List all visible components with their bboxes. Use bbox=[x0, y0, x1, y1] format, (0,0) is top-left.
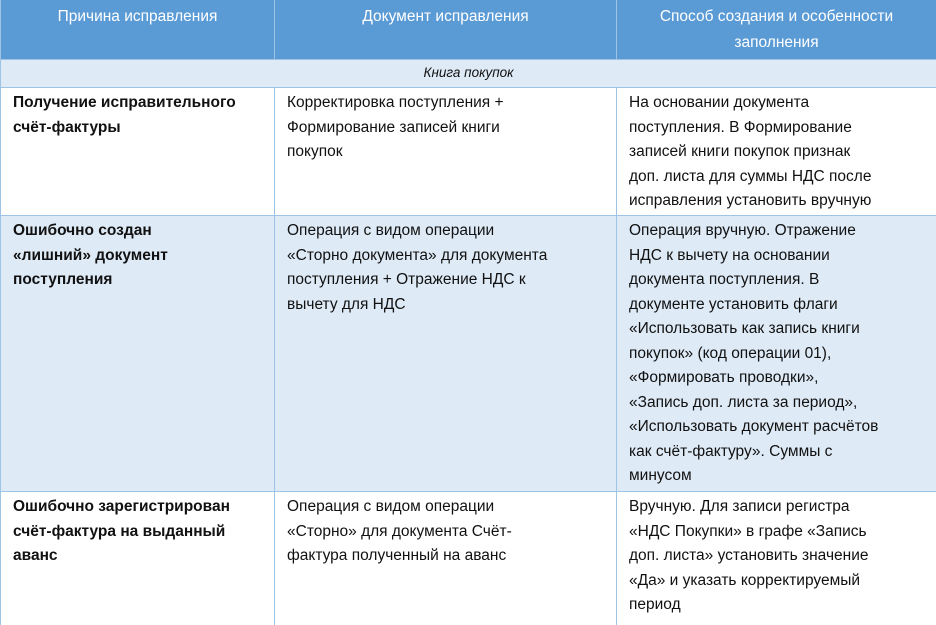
text-line: период bbox=[629, 593, 926, 618]
method-cell bbox=[617, 216, 936, 492]
text-line: поступления bbox=[13, 268, 264, 293]
text-line: «Запись доп. листа за период», bbox=[629, 391, 926, 416]
document-cell bbox=[275, 88, 617, 216]
text-line: Ошибочно зарегистрирован bbox=[13, 495, 264, 520]
text-line: «НДС Покупки» в графе «Запись bbox=[629, 520, 926, 545]
text-line: доп. листа» установить значение bbox=[629, 544, 926, 569]
text-line: записей книги покупок признак bbox=[629, 140, 926, 165]
table-row bbox=[1, 88, 936, 216]
text-line: «Сторно» для документа Счёт- bbox=[287, 520, 606, 545]
table-row bbox=[1, 492, 936, 625]
text-line: НДС к вычету на основании bbox=[629, 244, 926, 269]
text-line: поступления. В Формирование bbox=[629, 116, 926, 141]
header-reason: Причина исправления bbox=[1, 0, 275, 60]
text-line: «Сторно документа» для документа bbox=[287, 244, 606, 269]
header-method: Способ создания и особенности заполнения bbox=[617, 0, 936, 60]
reason-cell bbox=[1, 216, 275, 492]
text-line: как счёт-фактуру». Суммы с bbox=[629, 440, 926, 465]
text-line: минусом bbox=[629, 464, 926, 489]
text-line: Вручную. Для записи регистра bbox=[629, 495, 926, 520]
document-cell bbox=[275, 492, 617, 625]
text-line: счёт-фактура на выданный bbox=[13, 520, 264, 545]
document-cell bbox=[275, 216, 617, 492]
text-line: «Да» и указать корректируемый bbox=[629, 569, 926, 594]
text-line: счёт-фактуры bbox=[13, 116, 264, 141]
text-line: аванс bbox=[13, 544, 264, 569]
text-line: покупок» (код операции 01), bbox=[629, 342, 926, 367]
text-line: Формирование записей книги bbox=[287, 116, 606, 141]
method-cell bbox=[617, 88, 936, 216]
reason-cell bbox=[1, 492, 275, 625]
text-line: доп. листа для суммы НДС после bbox=[629, 165, 926, 190]
text-line: «Формировать проводки», bbox=[629, 366, 926, 391]
text-line: Корректировка поступления + bbox=[287, 91, 606, 116]
text-line: Операция с видом операции bbox=[287, 495, 606, 520]
text-line: Получение исправительного bbox=[13, 91, 264, 116]
reason-cell bbox=[1, 88, 275, 216]
header-document: Документ исправления bbox=[275, 0, 617, 60]
text-line: Операция с видом операции bbox=[287, 219, 606, 244]
text-line: покупок bbox=[287, 140, 606, 165]
section-row bbox=[1, 60, 936, 88]
table-row bbox=[1, 216, 936, 492]
text-line: документе установить флаги bbox=[629, 293, 926, 318]
text-line: «Использовать документ расчётов bbox=[629, 415, 926, 440]
text-line: фактура полученный на аванс bbox=[287, 544, 606, 569]
section-title: Книга покупок bbox=[1, 60, 936, 88]
text-line: документа поступления. В bbox=[629, 268, 926, 293]
text-line: вычету для НДС bbox=[287, 293, 606, 318]
text-line: «Использовать как запись книги bbox=[629, 317, 926, 342]
text-line: На основании документа bbox=[629, 91, 926, 116]
text-line: исправления установить вручную bbox=[629, 189, 926, 214]
text-line: поступления + Отражение НДС к bbox=[287, 268, 606, 293]
text-line: «лишний» документ bbox=[13, 244, 264, 269]
table-header-row bbox=[1, 0, 936, 60]
method-cell bbox=[617, 492, 936, 625]
text-line: Ошибочно создан bbox=[13, 219, 264, 244]
text-line: Операция вручную. Отражение bbox=[629, 219, 926, 244]
